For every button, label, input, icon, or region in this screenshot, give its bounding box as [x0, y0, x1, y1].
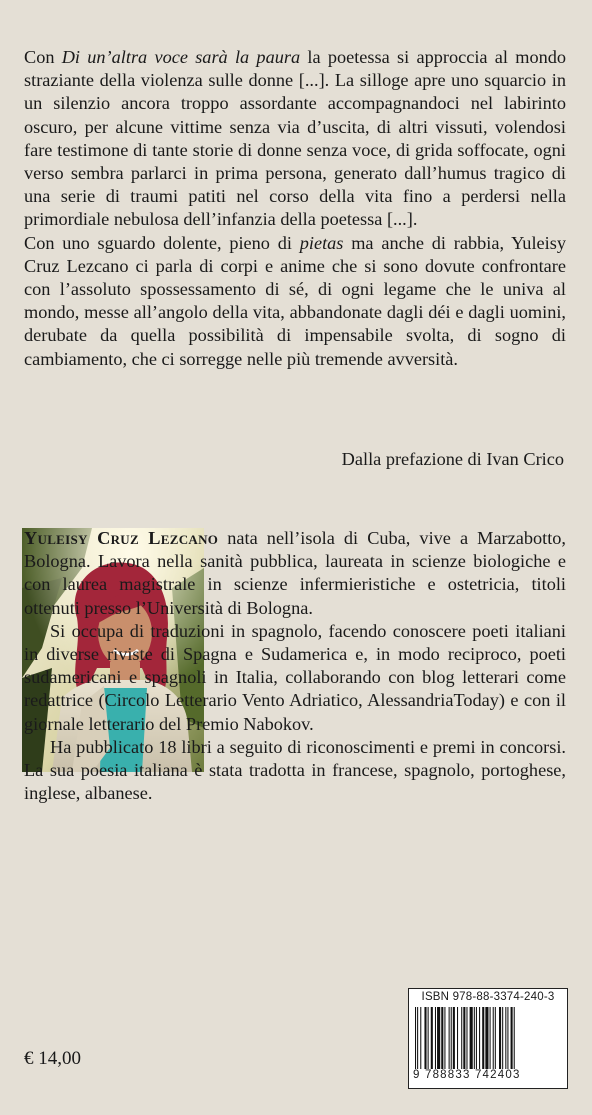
bio-text: nata nell’isola di Cuba, vive a Marzabotto, Bologna. Lavora nella sanità pubblica, laureata in scienze biologiche e con laurea magistrale in scienze infermieristiche e ostetricia, titoli ottenuti presso l’Università di Bologna. [24, 528, 566, 618]
barcode-bar [485, 1007, 488, 1069]
barcode-bar [420, 1007, 421, 1069]
barcode-bar [461, 1007, 462, 1069]
barcode-bar [444, 1007, 445, 1069]
barcode-bar [428, 1007, 429, 1069]
preface-text: ma anche di rabbia, Yuleisy Cruz Lezcano ci parla di corpi e anime che si sono dovute confrontare con l’assoluto spossessamento di sé, di ogni legame che le univa al mondo, messe all’angolo della vita, abbandonate dagli déi e dagli uomini, derubate da quella possibilità di impensabile svolta, di sogno di cambiamento, che ci sorregge nelle più tremende avversità. [24, 232, 566, 369]
barcode-bar [511, 1007, 513, 1069]
barcode-bar [449, 1007, 450, 1069]
bio-text: Ha pubblicato 18 libri a seguito di riconoscimenti e premi in concorsi. La sua poesia italiana è stata tradotta in francese, spagnolo, portoghese, inglese, albanese. [24, 736, 566, 804]
barcode-bar [470, 1007, 473, 1069]
preface-text: Con uno sguardo dolente, pieno di [24, 232, 300, 253]
barcode-bar [493, 1007, 494, 1069]
preface-quote [24, 46, 566, 371]
barcode-bar [435, 1007, 436, 1069]
bio-text: Si occupa di traduzioni in spagnolo, facendo conoscere poeti italiani in diverse riviste di Spagna e Sudamerica e, in modo reciproco, poeti sudamericani e spagnoli in Italia, collaborando con blog letterari come redattrice (Circolo Letterario Vento Adriatico, AlessandriaToday) e con il giornale letterario del Premio Nabokov. [24, 620, 566, 734]
preface-attribution: Dalla prefazione di Ivan Crico [341, 449, 564, 469]
barcode-bar [474, 1007, 475, 1069]
bio-paragraph-2 [24, 620, 566, 736]
preface-italic-word: pietas [299, 232, 344, 253]
barcode-digits: 9 788833 742403 [413, 1069, 521, 1081]
bio-paragraph-1 [24, 527, 566, 620]
barcode-bar [514, 1007, 515, 1069]
barcode-bar [457, 1007, 458, 1069]
barcode-bar [507, 1007, 508, 1069]
barcode-bar [495, 1007, 496, 1069]
book-title: Di un’altra voce sarà la paura [61, 47, 301, 67]
isbn-barcode [408, 988, 568, 1089]
bio-paragraph-3 [24, 736, 566, 806]
barcode-bar [453, 1007, 455, 1069]
barcode-bar [466, 1007, 467, 1069]
price-label: € 14,00 [24, 1048, 81, 1069]
barcode-bar [417, 1007, 418, 1069]
barcode-bar [502, 1007, 503, 1069]
preface-text: la poetessa si approccia al mondo straziante della violenza sulle donne [...]. La silloge apre uno squarcio in un silenzio ancora troppo assordante accompagnandoci nel labirinto oscuro, per alcune vittime senza via d’uscita, di altri vissuti, volendosi fare testimone di tante storie di donne senza voce, di grida soffocate, ogni verso sembra parlarci in prima persona, generato dall’humus tragico di una serie di traumi patiti nel corso della vita fino a perdersi nella primordiale nebulosa dell’infanzia della poetessa [...]. [24, 47, 567, 230]
preface-text: Con [24, 47, 62, 67]
barcode-bar [424, 1007, 426, 1069]
isbn-number: ISBN 978-88-3374-240-3 [421, 991, 555, 1003]
author-bio [24, 527, 566, 805]
barcode-bar [463, 1007, 465, 1069]
author-name: Yuleisy Cruz Lezcano [24, 528, 219, 548]
barcode-bar [451, 1007, 452, 1069]
barcode-bar [431, 1007, 433, 1069]
barcode-bar [479, 1007, 480, 1069]
barcode-bar [441, 1007, 443, 1069]
barcode-bar [476, 1007, 477, 1069]
barcode-bar [499, 1007, 501, 1069]
preface-paragraph-2 [24, 232, 566, 371]
preface-paragraph-1 [24, 46, 566, 232]
barcode-bar [482, 1007, 484, 1069]
barcode-bar [437, 1007, 440, 1069]
barcode-bars [415, 1007, 561, 1069]
barcode-bar [490, 1007, 491, 1069]
barcode-bar [505, 1007, 506, 1069]
barcode-bar [415, 1007, 416, 1069]
